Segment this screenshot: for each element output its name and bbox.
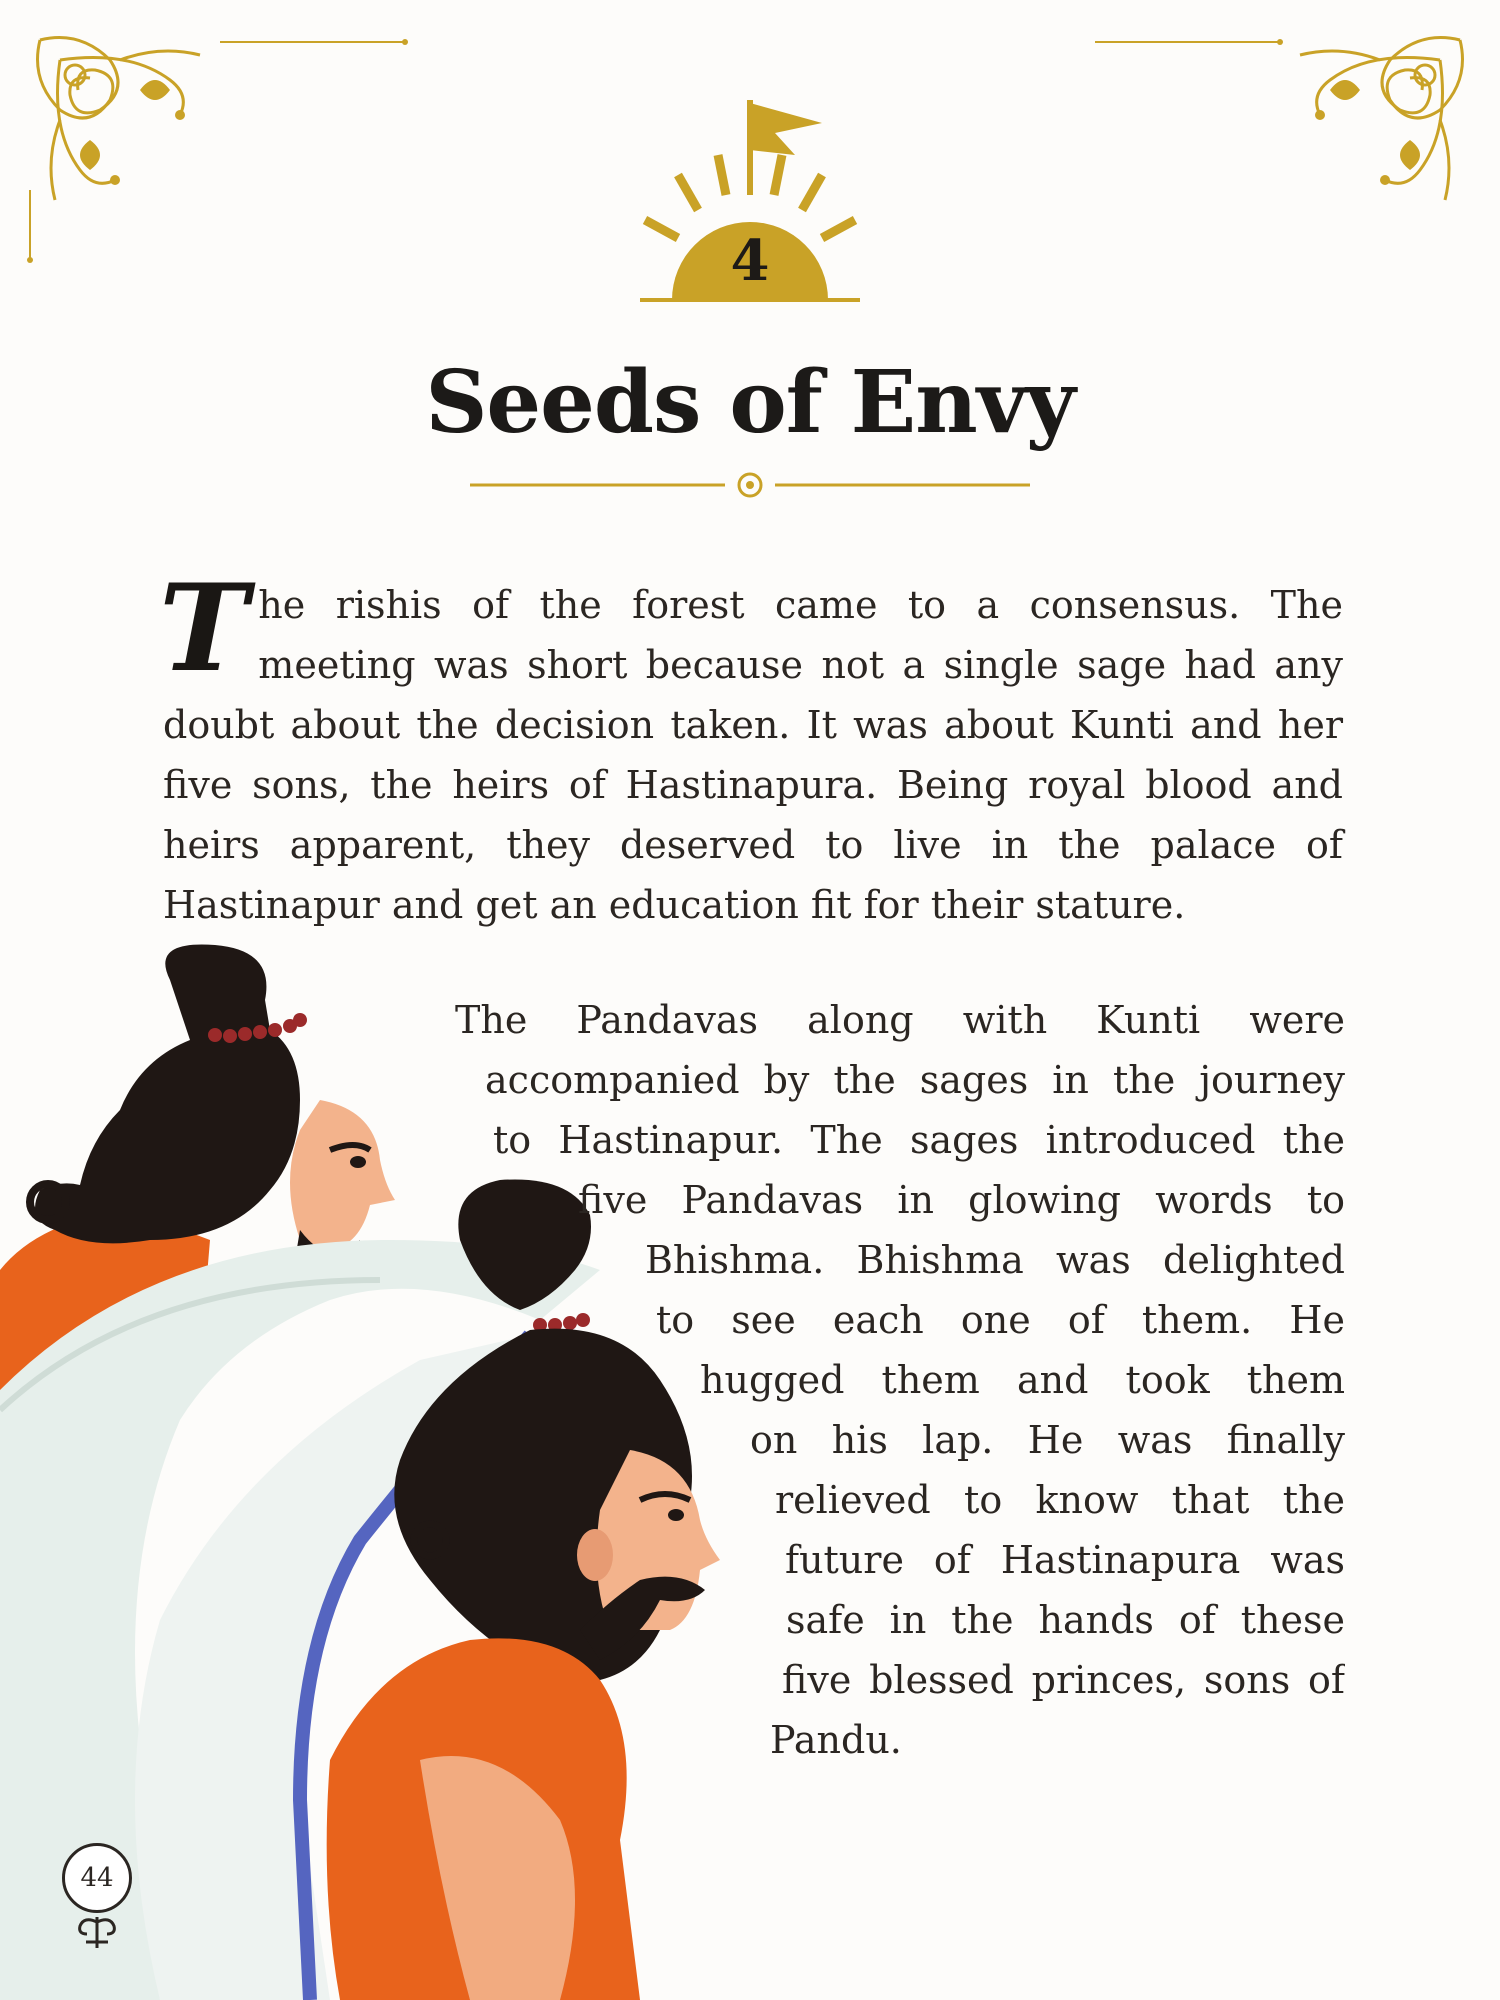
paragraph-journey-line: hugged them and took them [700, 1358, 1345, 1402]
title-divider-ornament [470, 470, 1030, 500]
chapter-title: Seeds of Envy [425, 352, 1075, 453]
paragraph-journey-line: future of Hastinapura was [785, 1538, 1345, 1582]
paragraph-journey-line: on his lap. He was finally [750, 1418, 1345, 1462]
paragraph-journey-line: safe in the hands of these [786, 1598, 1345, 1642]
paragraph-journey-line: five blessed princes, sons of [782, 1658, 1345, 1702]
paragraph-journey [0, 990, 1345, 1790]
paragraph-journey-line: relieved to know that the [775, 1478, 1345, 1522]
publisher-mark-icon [72, 1912, 122, 1952]
paragraph-intro-text: he rishis of the forest came to a consensus. The meeting was short because not a single sage had any doubt about the decision taken. It was about Kunti and her five sons, the heirs of Hastinapura. Being royal blood and heirs apparent, they deserved to live in the palace of Hastinapur and get an education fit for their stature. [163, 583, 1343, 927]
paragraph-intro [159, 558, 1343, 935]
paragraph-journey-line: accompanied by the sages in the journey [485, 1058, 1345, 1102]
paragraph-journey-line: five Pandavas in glowing words to [578, 1178, 1345, 1222]
ornament-corner-left [20, 20, 580, 340]
ornament-corner-right [920, 20, 1480, 340]
paragraph-journey-line: The Pandavas along with Kunti were [455, 998, 1345, 1042]
paragraph-journey-line: Bhishma. Bhishma was delighted [645, 1238, 1345, 1282]
page-number: 44 [62, 1843, 132, 1913]
chapter-number: 4 [730, 228, 770, 294]
drop-cap: T [159, 558, 249, 699]
paragraph-journey-line: to see each one of them. He [656, 1298, 1345, 1342]
paragraph-journey-line: to Hastinapur. The sages introduced the [493, 1118, 1345, 1162]
paragraph-journey-line: Pandu. [770, 1718, 902, 1762]
